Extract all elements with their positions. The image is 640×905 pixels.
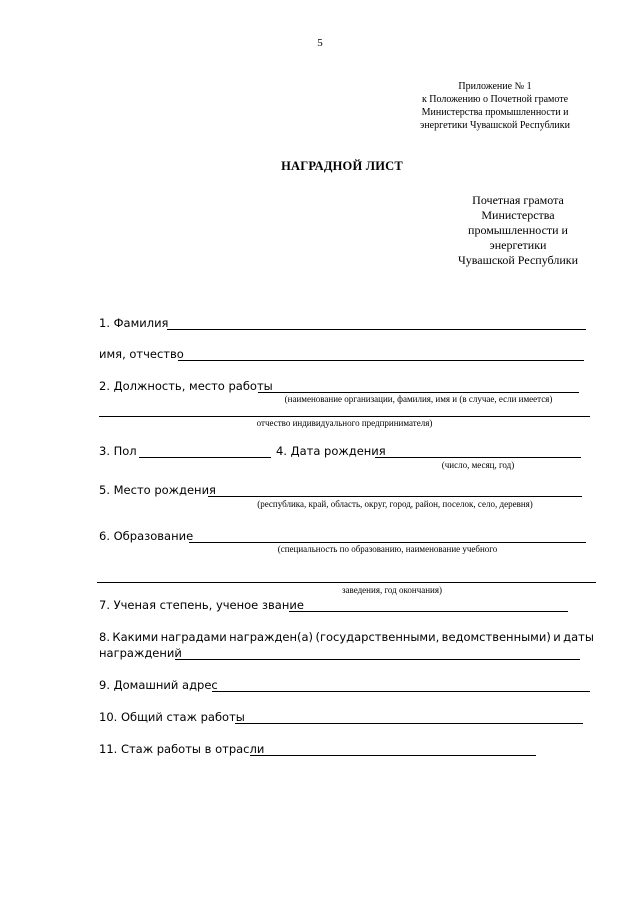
awards-question bbox=[99, 630, 594, 644]
awards-word: 8. bbox=[99, 630, 110, 644]
awards-word: Какими bbox=[112, 630, 159, 644]
name-label: имя, отчество bbox=[99, 347, 184, 361]
awards-word: награжден(а) bbox=[229, 630, 314, 644]
appendix-line: Министерства промышленности и bbox=[421, 107, 569, 118]
surname-label: 1. Фамилия bbox=[99, 316, 169, 330]
total-experience-field[interactable] bbox=[235, 723, 583, 724]
award-name-block bbox=[443, 193, 593, 268]
awards-word: ведомственными) bbox=[441, 630, 551, 644]
document-title: НАГРАДНОЙ ЛИСТ bbox=[281, 159, 403, 173]
birth-place-field[interactable] bbox=[208, 496, 582, 497]
education-hint: (специальность по образованию, наименование учебного bbox=[277, 544, 498, 554]
name-field[interactable] bbox=[178, 360, 584, 361]
address-field[interactable] bbox=[212, 691, 590, 692]
page-number: 5 bbox=[317, 37, 323, 49]
position-label: 2. Должность, место работы bbox=[99, 379, 273, 393]
birth-place-label: 5. Место рождения bbox=[99, 483, 216, 497]
birth-place-hint: (республика, край, область, округ, город, район, поселок, село, деревня) bbox=[257, 499, 533, 509]
industry-experience-field[interactable] bbox=[250, 755, 536, 756]
sex-field[interactable] bbox=[139, 457, 271, 458]
appendix-line: к Положению о Почетной грамоте bbox=[421, 94, 569, 105]
education-field[interactable] bbox=[189, 542, 586, 543]
birth-date-hint: (число, месяц, год) bbox=[441, 460, 515, 470]
surname-field[interactable] bbox=[167, 329, 586, 330]
birth-date-label: 4. Дата рождения bbox=[276, 444, 386, 458]
appendix-line: Приложение № 1 bbox=[458, 81, 532, 92]
position-field-continued[interactable] bbox=[99, 416, 590, 417]
degree-label: 7. Ученая степень, ученое звание bbox=[99, 598, 304, 612]
education-label: 6. Образование bbox=[99, 529, 194, 543]
award-line: промышленности и bbox=[468, 223, 568, 237]
award-line: Почетная грамота bbox=[472, 193, 564, 207]
awards-word: (государственными, bbox=[315, 630, 440, 644]
awards-word: и bbox=[553, 630, 561, 644]
address-label: 9. Домашний адрес bbox=[99, 678, 218, 692]
position-hint-continued: отчество индивидуального предпринимателя) bbox=[256, 418, 433, 428]
appendix-block bbox=[420, 80, 570, 132]
total-experience-label: 10. Общий стаж работы bbox=[99, 710, 245, 724]
sex-label: 3. Пол bbox=[99, 444, 137, 458]
industry-experience-label: 11. Стаж работы в отрасли bbox=[99, 742, 265, 756]
birth-date-field[interactable] bbox=[375, 457, 581, 458]
award-line: Министерства bbox=[481, 208, 555, 222]
education-field-continued[interactable] bbox=[97, 582, 596, 583]
degree-field[interactable] bbox=[289, 611, 568, 612]
appendix-line: энергетики Чувашской Республики bbox=[420, 120, 570, 131]
award-line: энергетики bbox=[489, 238, 547, 252]
awards-field[interactable] bbox=[175, 659, 580, 660]
education-hint-continued: заведения, год окончания) bbox=[341, 585, 443, 595]
awards-word: даты bbox=[563, 630, 594, 644]
position-hint: (наименование организации, фамилия, имя и (в случае, если имеется) bbox=[284, 394, 553, 404]
award-line: Чувашской Республики bbox=[457, 253, 579, 267]
awards-word: наградами bbox=[160, 630, 227, 644]
position-field[interactable] bbox=[258, 392, 579, 393]
awards-label-continued: награждений bbox=[99, 646, 182, 660]
